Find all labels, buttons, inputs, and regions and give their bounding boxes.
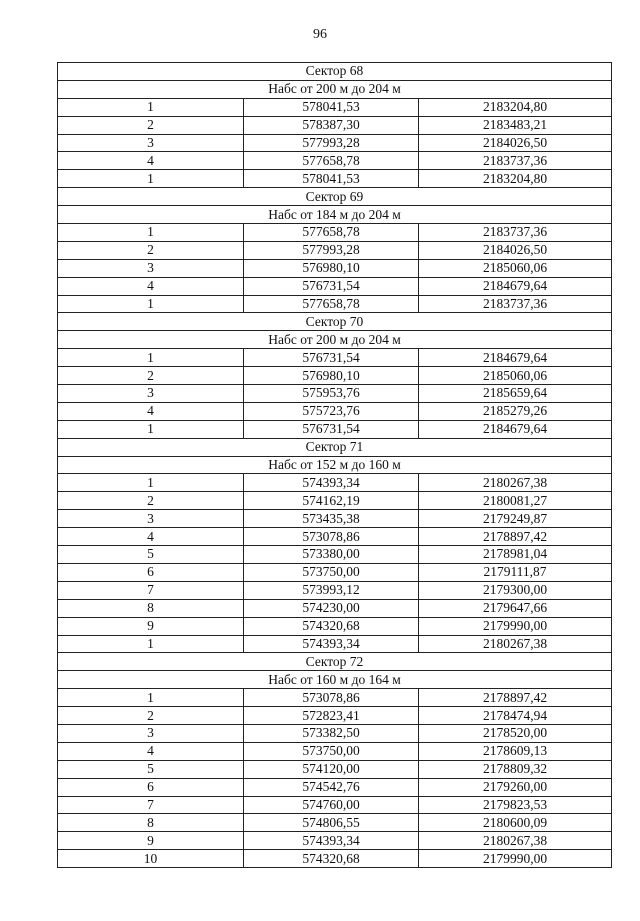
table-row [58,778,612,796]
point-number: 6 [58,563,244,581]
point-number: 1 [58,98,244,116]
point-number: 7 [58,581,244,599]
y-coordinate: 2179260,00 [419,778,612,796]
table-row [58,581,612,599]
y-coordinate: 2184679,64 [419,349,612,367]
table-row [58,724,612,742]
point-number: 3 [58,724,244,742]
table-row [58,528,612,546]
sector-title-row [58,313,612,331]
x-coordinate: 573078,86 [244,689,419,707]
table-row [58,832,612,850]
sector-title: Сектор 70 [58,313,612,331]
point-number: 10 [58,850,244,868]
height-range: Набс от 184 м до 204 м [58,206,612,224]
x-coordinate: 577658,78 [244,224,419,242]
x-coordinate: 577993,28 [244,241,419,259]
y-coordinate: 2179111,87 [419,563,612,581]
point-number: 4 [58,152,244,170]
y-coordinate: 2179823,53 [419,796,612,814]
x-coordinate: 573750,00 [244,742,419,760]
point-number: 9 [58,617,244,635]
point-number: 4 [58,277,244,295]
x-coordinate: 574320,68 [244,850,419,868]
table-row [58,492,612,510]
y-coordinate: 2184679,64 [419,277,612,295]
table-row [58,385,612,403]
point-number: 3 [58,385,244,403]
y-coordinate: 2178897,42 [419,689,612,707]
x-coordinate: 575953,76 [244,385,419,403]
point-number: 1 [58,170,244,188]
table-row [58,349,612,367]
x-coordinate: 577658,78 [244,152,419,170]
table-row [58,224,612,242]
y-coordinate: 2178609,13 [419,742,612,760]
x-coordinate: 573435,38 [244,510,419,528]
y-coordinate: 2185659,64 [419,385,612,403]
point-number: 5 [58,760,244,778]
x-coordinate: 573382,50 [244,724,419,742]
point-number: 8 [58,814,244,832]
table-row [58,546,612,564]
y-coordinate: 2179647,66 [419,599,612,617]
height-range-row [58,206,612,224]
point-number: 4 [58,528,244,546]
y-coordinate: 2180081,27 [419,492,612,510]
table-row [58,241,612,259]
y-coordinate: 2178474,94 [419,707,612,725]
point-number: 2 [58,492,244,510]
x-coordinate: 578041,53 [244,98,419,116]
coordinates-table [57,62,612,868]
table-row [58,134,612,152]
table-row [58,689,612,707]
point-number: 3 [58,134,244,152]
table-row [58,295,612,313]
table-row [58,420,612,438]
table-row [58,707,612,725]
point-number: 1 [58,420,244,438]
x-coordinate: 574393,34 [244,832,419,850]
point-number: 8 [58,599,244,617]
x-coordinate: 574806,55 [244,814,419,832]
x-coordinate: 576731,54 [244,277,419,295]
table-row [58,850,612,868]
sector-title: Сектор 69 [58,188,612,206]
y-coordinate: 2185060,06 [419,259,612,277]
point-number: 2 [58,116,244,134]
x-coordinate: 573993,12 [244,581,419,599]
y-coordinate: 2178520,00 [419,724,612,742]
x-coordinate: 576731,54 [244,349,419,367]
table-row [58,116,612,134]
y-coordinate: 2183483,21 [419,116,612,134]
x-coordinate: 574542,76 [244,778,419,796]
point-number: 2 [58,707,244,725]
y-coordinate: 2185279,26 [419,402,612,420]
y-coordinate: 2185060,06 [419,367,612,385]
y-coordinate: 2180267,38 [419,832,612,850]
x-coordinate: 577658,78 [244,295,419,313]
y-coordinate: 2183204,80 [419,98,612,116]
y-coordinate: 2179249,87 [419,510,612,528]
point-number: 1 [58,224,244,242]
y-coordinate: 2179990,00 [419,850,612,868]
x-coordinate: 576980,10 [244,259,419,277]
height-range-row [58,671,612,689]
y-coordinate: 2179300,00 [419,581,612,599]
sector-title-row [58,438,612,456]
y-coordinate: 2180267,38 [419,474,612,492]
sector-title: Сектор 72 [58,653,612,671]
point-number: 1 [58,295,244,313]
table-row [58,170,612,188]
sector-title-row [58,653,612,671]
y-coordinate: 2183737,36 [419,295,612,313]
table-row [58,510,612,528]
y-coordinate: 2178897,42 [419,528,612,546]
x-coordinate: 574230,00 [244,599,419,617]
point-number: 7 [58,796,244,814]
x-coordinate: 576731,54 [244,420,419,438]
height-range: Набс от 200 м до 204 м [58,80,612,98]
page-number: 96 [313,27,327,42]
y-coordinate: 2183737,36 [419,224,612,242]
x-coordinate: 573380,00 [244,546,419,564]
y-coordinate: 2178809,32 [419,760,612,778]
x-coordinate: 574393,34 [244,635,419,653]
table-row [58,599,612,617]
point-number: 1 [58,474,244,492]
y-coordinate: 2180267,38 [419,635,612,653]
table-row [58,277,612,295]
sector-title-row [58,63,612,81]
x-coordinate: 574760,00 [244,796,419,814]
table-row [58,742,612,760]
point-number: 4 [58,402,244,420]
table-row [58,760,612,778]
point-number: 1 [58,635,244,653]
coordinates-table-body [58,63,612,868]
x-coordinate: 573078,86 [244,528,419,546]
y-coordinate: 2178981,04 [419,546,612,564]
x-coordinate: 577993,28 [244,134,419,152]
table-row [58,814,612,832]
point-number: 1 [58,689,244,707]
y-coordinate: 2184026,50 [419,134,612,152]
y-coordinate: 2180600,09 [419,814,612,832]
x-coordinate: 574320,68 [244,617,419,635]
point-number: 1 [58,349,244,367]
x-coordinate: 578387,30 [244,116,419,134]
sector-title-row [58,188,612,206]
table-row [58,635,612,653]
point-number: 4 [58,742,244,760]
table-row [58,796,612,814]
point-number: 2 [58,241,244,259]
point-number: 6 [58,778,244,796]
table-row [58,474,612,492]
sector-title: Сектор 68 [58,63,612,81]
table-row [58,563,612,581]
x-coordinate: 575723,76 [244,402,419,420]
x-coordinate: 576980,10 [244,367,419,385]
y-coordinate: 2183204,80 [419,170,612,188]
height-range-row [58,80,612,98]
table-row [58,617,612,635]
height-range: Набс от 160 м до 164 м [58,671,612,689]
y-coordinate: 2184679,64 [419,420,612,438]
x-coordinate: 574393,34 [244,474,419,492]
y-coordinate: 2184026,50 [419,241,612,259]
point-number: 5 [58,546,244,564]
table-row [58,367,612,385]
x-coordinate: 578041,53 [244,170,419,188]
x-coordinate: 573750,00 [244,563,419,581]
x-coordinate: 574162,19 [244,492,419,510]
y-coordinate: 2179990,00 [419,617,612,635]
sector-title: Сектор 71 [58,438,612,456]
point-number: 2 [58,367,244,385]
height-range: Набс от 200 м до 204 м [58,331,612,349]
height-range-row [58,331,612,349]
table-row [58,98,612,116]
height-range-row [58,456,612,474]
table-row [58,259,612,277]
y-coordinate: 2183737,36 [419,152,612,170]
height-range: Набс от 152 м до 160 м [58,456,612,474]
point-number: 3 [58,510,244,528]
table-row [58,152,612,170]
x-coordinate: 572823,41 [244,707,419,725]
x-coordinate: 574120,00 [244,760,419,778]
table-row [58,402,612,420]
point-number: 3 [58,259,244,277]
point-number: 9 [58,832,244,850]
